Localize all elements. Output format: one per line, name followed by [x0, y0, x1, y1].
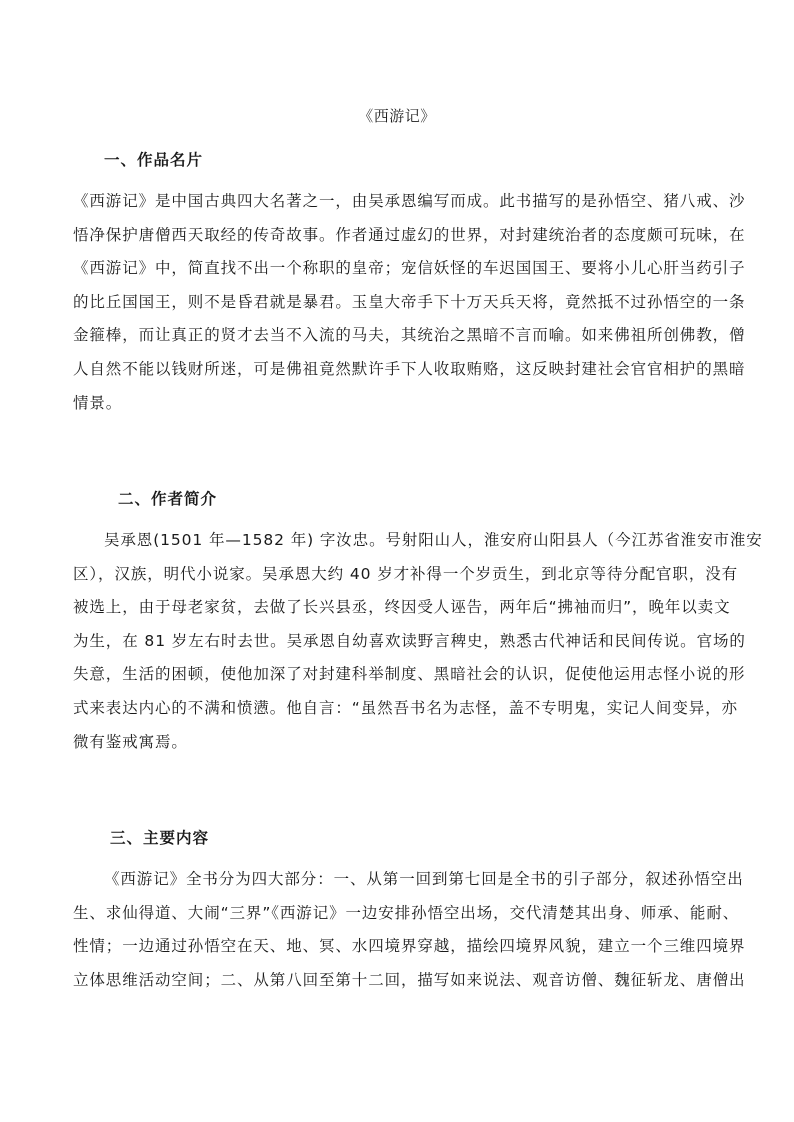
- section-paragraph-author: [73, 524, 763, 759]
- section-paragraph-content: [73, 863, 746, 997]
- paragraph-line: 生、求仙得道、大闹“三界”《西游记》一边安排孙悟空出场，交代清楚其出身、师承、能耐、: [73, 903, 740, 922]
- section-heading-author: 二、作者简介: [118, 490, 218, 508]
- paragraph-line: 吴承恩(1501 年—1582 年) 字汝忠。号射阳山人，淮安府山阳县人（今江苏省淮安市淮安: [104, 531, 763, 549]
- paragraph-line: 悟净保护唐僧西天取经的传奇故事。作者通过虚幻的世界，对封建统治者的态度颇可玩味，在: [73, 225, 746, 244]
- paragraph-line: 式来表达内心的不满和愤懑。他自言：“虽然吾书名为志怪，盖不专明鬼，实记人间变异，亦: [73, 698, 738, 717]
- document-title: 《西游记》: [358, 107, 436, 125]
- paragraph-line: 《西游记》中，简直找不出一个称职的皇帝；宠信妖怪的车迟国国王、要将小儿心肝当药引子: [73, 259, 746, 278]
- paragraph-line: 被选上，由于母老家贫，去做了长兴县丞，终因受人诬告，两年后“拂袖而归”，晚年以卖文: [73, 598, 731, 617]
- paragraph-line: 为生，在 81 岁左右时去世。吴承恩自幼喜欢读野言稗史，熟悉古代神话和民间传说。官场的: [73, 631, 746, 650]
- paragraph-line: 性情；一边通过孙悟空在天、地、冥、水四境界穿越，描绘四境界风貌，建立一个三维四境界: [73, 937, 746, 956]
- paragraph-line: 立体思维活动空间；二、从第八回至第十二回，描写如来说法、观音访僧、魏征斩龙、唐僧出: [73, 970, 746, 989]
- paragraph-line: 区），汉族，明代小说家。吴承恩大约 40 岁才补得一个岁贡生，到北京等待分配官职，没有: [73, 564, 739, 583]
- paragraph-line: 的比丘国国王，则不是昏君就是暴君。玉皇大帝手下十万天兵天将，竟然抵不过孙悟空的一条: [73, 292, 746, 311]
- section-paragraph-work-card: [73, 185, 746, 420]
- section-heading-content: 三、主要内容: [110, 829, 210, 847]
- paragraph-line: 《西游记》全书分为四大部分：一、从第一回到第七回是全书的引子部分，叙述孙悟空出: [104, 870, 744, 888]
- paragraph-line: 失意，生活的困顿，使他加深了对封建科举制度、黑暗社会的认识，促使他运用志怪小说的形: [73, 665, 746, 684]
- paragraph-line: 人自然不能以钱财所迷，可是佛祖竟然默许手下人收取贿赂，这反映封建社会官官相护的黑暗: [73, 359, 746, 378]
- paragraph-line: 微有鉴戒寓焉。: [73, 732, 188, 751]
- paragraph-line: 情景。: [73, 393, 123, 412]
- section-heading-work-card: 一、作品名片: [104, 151, 204, 169]
- paragraph-line: 《西游记》是中国古典四大名著之一，由吴承恩编写而成。此书描写的是孙悟空、猪八戒、沙: [73, 192, 746, 210]
- paragraph-line: 金箍棒，而让真正的贤才去当不入流的马夫，其统治之黑暗不言而喻。如来佛祖所创佛教，僧: [73, 326, 746, 345]
